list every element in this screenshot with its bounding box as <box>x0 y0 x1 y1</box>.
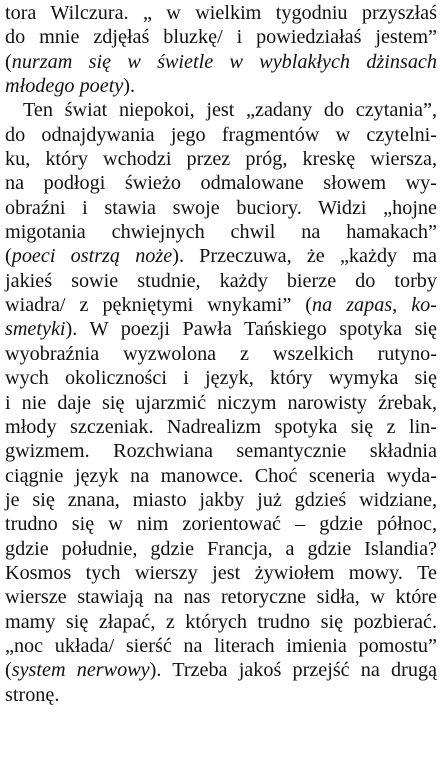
text-line <box>5 317 437 341</box>
text-segment: je się znana, miasto jakby już gdzieś widziane, <box>5 488 437 511</box>
italic-quote-title: system nerwowy <box>11 659 150 682</box>
text-segment: do mnie zdjęłaś bluzkę/ i powiedziałaś jestem” <box>5 26 437 49</box>
text-line <box>5 171 437 195</box>
text-segment: na podłogi świeżo odmalowane słowem wy- <box>5 172 437 195</box>
text-segment: i nie daje się ujarzmić niczym narowisty źrebak, <box>5 391 437 414</box>
text-line <box>5 610 437 634</box>
text-segment: wiersze stawiają na nas retoryczne sidła, w które <box>5 586 437 609</box>
text-segment: wych okoliczności i język, który wymyka się <box>5 367 437 390</box>
text-segment: ). <box>123 75 136 98</box>
text-segment: ). Trzeba jakoś przejść na drugą <box>149 659 437 682</box>
text-line <box>5 585 437 609</box>
text-line <box>5 391 437 415</box>
text-line <box>5 293 437 317</box>
text-line <box>5 464 437 488</box>
text-segment: migotania chwiejnych chwil na hamakach” <box>5 221 437 244</box>
text-line <box>5 269 437 293</box>
text-line <box>5 658 437 682</box>
text-line <box>5 366 437 390</box>
text-segment: trudno się w nim zorientować – gdzie północ, <box>5 513 437 536</box>
text-line <box>5 537 437 561</box>
text-segment: stronę. <box>5 683 60 706</box>
text-segment: gwizmem. Rozchwiana semantycznie składnia <box>5 440 437 463</box>
text-line <box>5 415 437 439</box>
italic-quote-title: nurzam się w świetle w wyblakłych dżinsach <box>11 50 437 73</box>
text-segment: ( <box>5 50 12 73</box>
text-line <box>5 683 437 707</box>
text-line <box>5 98 437 122</box>
text-segment: Kosmos tych wierszy jest żywiołem mowy. Te <box>5 561 437 584</box>
italic-quote-title: smetyki <box>5 318 66 341</box>
text-segment: do odnajdywania jego fragmentów w czytelni- <box>5 123 437 146</box>
text-line <box>5 634 437 658</box>
text-line <box>5 342 437 366</box>
text-segment: ciągnie język na manowce. Choć sceneria wyda- <box>5 464 437 487</box>
text-segment: gdzie południe, gdzie Francja, a gdzie Islandia? <box>5 537 437 560</box>
text-line <box>5 561 437 585</box>
text-segment: wyobraźnia wyzwolona z wszelkich rutyno- <box>5 342 437 365</box>
text-segment: Ten świat niepokoi, jest „zadany do czytania”, <box>23 99 437 122</box>
text-line <box>5 147 437 171</box>
text-line <box>5 439 437 463</box>
text-segment: ). Przeczuwa, że „każdy ma <box>172 245 437 268</box>
italic-quote-title: poeci ostrzą noże <box>11 245 173 268</box>
text-segment: tora Wilczura. „ w wielkim tygodniu przyszłaś <box>5 2 437 24</box>
text-segment: ). W poezji Pawła Tańskiego spotyka się <box>65 318 437 341</box>
text-line <box>5 488 437 512</box>
text-line <box>5 512 437 536</box>
text-line <box>5 244 437 268</box>
text-line <box>5 196 437 220</box>
text-segment: wiadra/ z pękniętymi wnykami” ( <box>5 294 313 317</box>
text-segment: mamy się złapać, z których trudno się pozbierać. <box>5 610 437 633</box>
text-line <box>5 25 437 49</box>
text-segment: „noc układa/ sierść na literach imienia pomostu” <box>5 634 437 657</box>
text-segment: młody szczeniak. Nadrealizm spotyka się z lin- <box>5 415 437 438</box>
text-line <box>5 1 437 25</box>
text-segment: obraźni i stawia swoje buciory. Widzi „hojne <box>5 196 437 219</box>
text-line <box>5 220 437 244</box>
text-segment: ( <box>5 659 12 682</box>
italic-quote-title: młodego poety <box>5 75 124 98</box>
text-line <box>5 123 437 147</box>
text-column <box>5 1 437 707</box>
text-line <box>5 74 437 98</box>
text-segment: ku, który wchodzi przez próg, kreskę wiersza, <box>5 148 437 171</box>
text-segment: jakieś sowie studnie, każdy bierze do torby <box>5 269 437 292</box>
text-line <box>5 50 437 74</box>
italic-quote-title: na zapas, ko- <box>312 294 437 317</box>
text-segment: ( <box>5 245 12 268</box>
